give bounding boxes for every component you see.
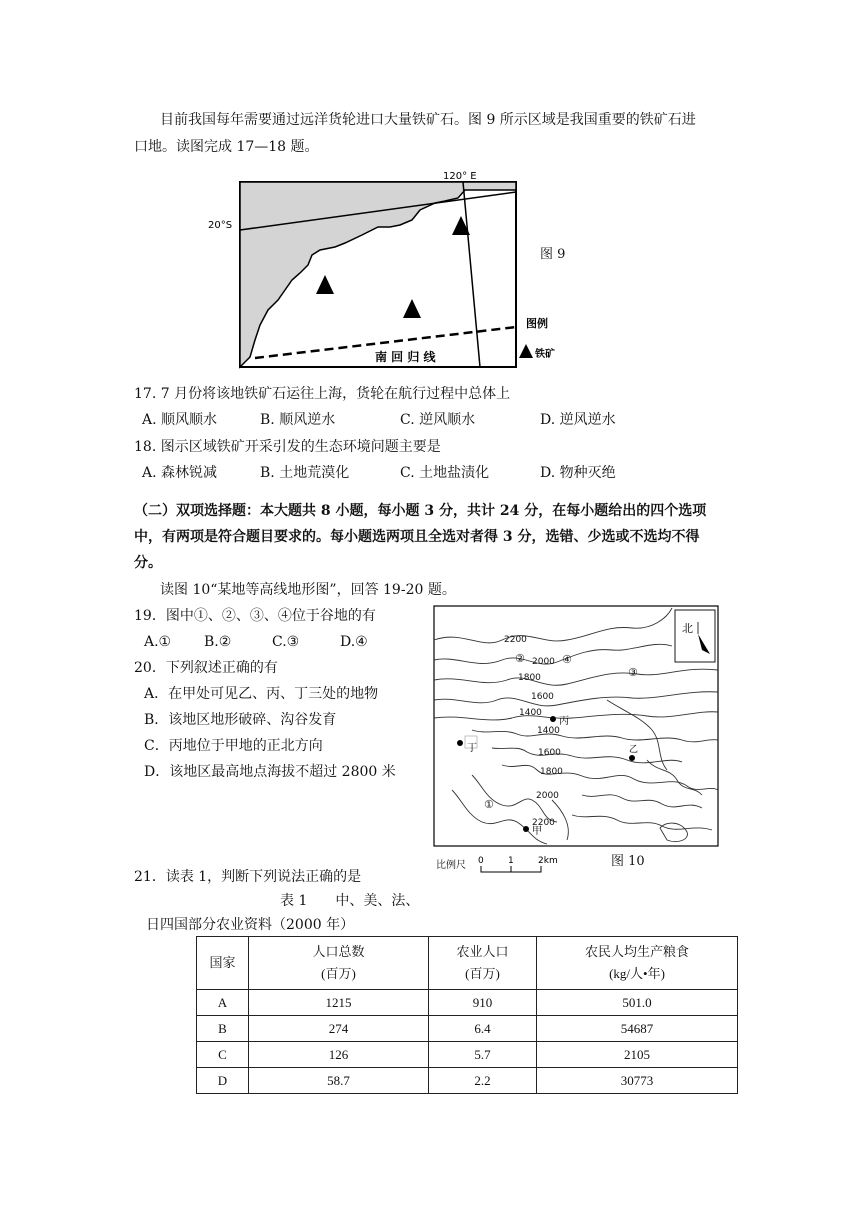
contour-label: 2000 — [536, 791, 559, 801]
figure-10-contour-map — [432, 600, 722, 848]
legend-iron-ore-icon — [519, 344, 533, 358]
contour-label: 1600 — [531, 692, 554, 702]
place-bing: 丙 — [559, 716, 569, 727]
contour-label: 1800 — [540, 767, 563, 777]
cell: C — [197, 1042, 249, 1068]
marker-4: ④ — [562, 653, 572, 666]
header-total-population: 人口总数 (百万) — [249, 937, 429, 990]
place-ding: 丁 — [467, 743, 477, 754]
marker-2: ② — [515, 652, 525, 665]
q19-20-intro: 读图 10“某地等高线地形图”，回答 19-20 题。 — [160, 582, 456, 598]
cell: B — [197, 1016, 249, 1042]
cell: 2105 — [537, 1042, 738, 1068]
scale-2: 2km — [538, 856, 558, 866]
cell: 30773 — [537, 1068, 738, 1094]
scale-0: 0 — [478, 856, 484, 866]
table-row — [197, 1042, 738, 1068]
q21-stem: 21．读表 1，判断下列说法正确的是 — [134, 869, 362, 885]
cell: 54687 — [537, 1016, 738, 1042]
contour-label: 1400 — [537, 726, 560, 736]
cell: 910 — [429, 990, 537, 1016]
q17-option-a: A. 顺风顺水 — [142, 412, 218, 428]
q18-option-d: D. 物种灭绝 — [540, 465, 616, 481]
section-2-line-2: 中，有两项是符合题目要求的。每小题选两项且全选对者得 3 分，选错、少选或不选均不得 — [134, 529, 700, 545]
table-header-row — [197, 937, 738, 990]
cell: 501.0 — [537, 990, 738, 1016]
contour-label: 2200 — [504, 635, 527, 645]
q17-option-b: B. 顺风逆水 — [260, 412, 336, 428]
q19-option-a: A.① — [144, 634, 172, 650]
cell: 274 — [249, 1016, 429, 1042]
q17-option-d: D. 逆风逆水 — [540, 412, 616, 428]
contour-label: 2200 — [532, 818, 555, 828]
cell: 5.7 — [429, 1042, 537, 1068]
table-row — [197, 1016, 738, 1042]
q20-option-c: C．丙地位于甲地的正北方向 — [144, 738, 323, 754]
table-1-caption-line-1: 表 1 中、美、法、 — [280, 893, 420, 909]
marker-1: ① — [484, 798, 494, 811]
intro-line-2: 口地。读图完成 17—18 题。 — [134, 139, 319, 155]
cell: 58.7 — [249, 1068, 429, 1094]
intro-line-1: 目前我国每年需要通过远洋货轮进口大量铁矿石。图 9 所示区域是我国重要的铁矿石进 — [160, 112, 696, 128]
cell: 2.2 — [429, 1068, 537, 1094]
cell: 6.4 — [429, 1016, 537, 1042]
q18-option-b: B. 土地荒漠化 — [260, 465, 350, 481]
table-1 — [196, 936, 738, 1094]
q17-option-c: C. 逆风顺水 — [400, 412, 476, 428]
place-jia: 甲 — [532, 826, 542, 837]
section-2-line-3: 分。 — [134, 555, 162, 571]
q20-option-d: D．该地区最高地点海拔不超过 2800 米 — [144, 764, 396, 780]
place-yi: 乙 — [629, 745, 639, 755]
figure-10-caption: 图 10 — [611, 854, 645, 869]
q19-stem: 19．图中①、②、③、④位于谷地的有 — [134, 608, 376, 624]
marker-3: ③ — [628, 666, 638, 679]
north-label: 北 — [682, 622, 693, 635]
q17-stem: 17. 7 月份将该地铁矿石运往上海，货轮在航行过程中总体上 — [134, 386, 511, 402]
header-grain-per-farmer: 农民人均生产粮食 (kg/人•年) — [537, 937, 738, 990]
header-agricultural-population: 农业人口 (百万) — [429, 937, 537, 990]
q19-option-b: B.② — [204, 634, 232, 650]
scale-1: 1 — [508, 856, 514, 866]
q20-option-a: A．在甲处可见乙、丙、丁三处的地物 — [144, 686, 379, 702]
cell: 1215 — [249, 990, 429, 1016]
q20-option-b: B．该地区地形破碎、沟谷发育 — [144, 712, 337, 728]
q18-option-c: C. 土地盐渍化 — [400, 465, 490, 481]
tropic-label: 南 回 归 线 — [375, 350, 436, 364]
q18-stem: 18. 图示区域铁矿开采引发的生态环境问题主要是 — [134, 439, 441, 455]
contour-label: 1800 — [518, 673, 541, 683]
table-row — [197, 1068, 738, 1094]
legend-iron-label: 铁矿 — [535, 349, 555, 360]
figure-9-caption: 图 9 — [540, 247, 566, 262]
figure-9-map — [208, 165, 570, 375]
header-country: 国家 — [197, 937, 249, 990]
scale-bar — [472, 852, 562, 876]
contour-label: 1400 — [519, 708, 542, 718]
contour-label: 2000 — [532, 657, 555, 667]
section-2-line-1: （二）双项选择题：本大题共 8 小题，每小题 3 分，共计 24 分，在每小题给出的四个选项 — [134, 503, 707, 519]
cell: A — [197, 990, 249, 1016]
q19-option-d: D.④ — [340, 634, 368, 650]
table-1-caption-line-2: 日四国部分农业资料（2000 年） — [146, 917, 355, 933]
scale-label: 比例尺 — [436, 860, 466, 871]
q19-option-c: C.③ — [272, 634, 300, 650]
contour-label: 1600 — [538, 748, 561, 758]
cell: 126 — [249, 1042, 429, 1068]
q18-option-a: A. 森林锐减 — [142, 465, 218, 481]
q20-stem: 20．下列叙述正确的有 — [134, 660, 278, 676]
latitude-label: 20°S — [208, 220, 233, 231]
legend-title: 图例 — [526, 317, 548, 330]
cell: D — [197, 1068, 249, 1094]
table-row — [197, 990, 738, 1016]
longitude-label: 120° E — [443, 171, 477, 182]
